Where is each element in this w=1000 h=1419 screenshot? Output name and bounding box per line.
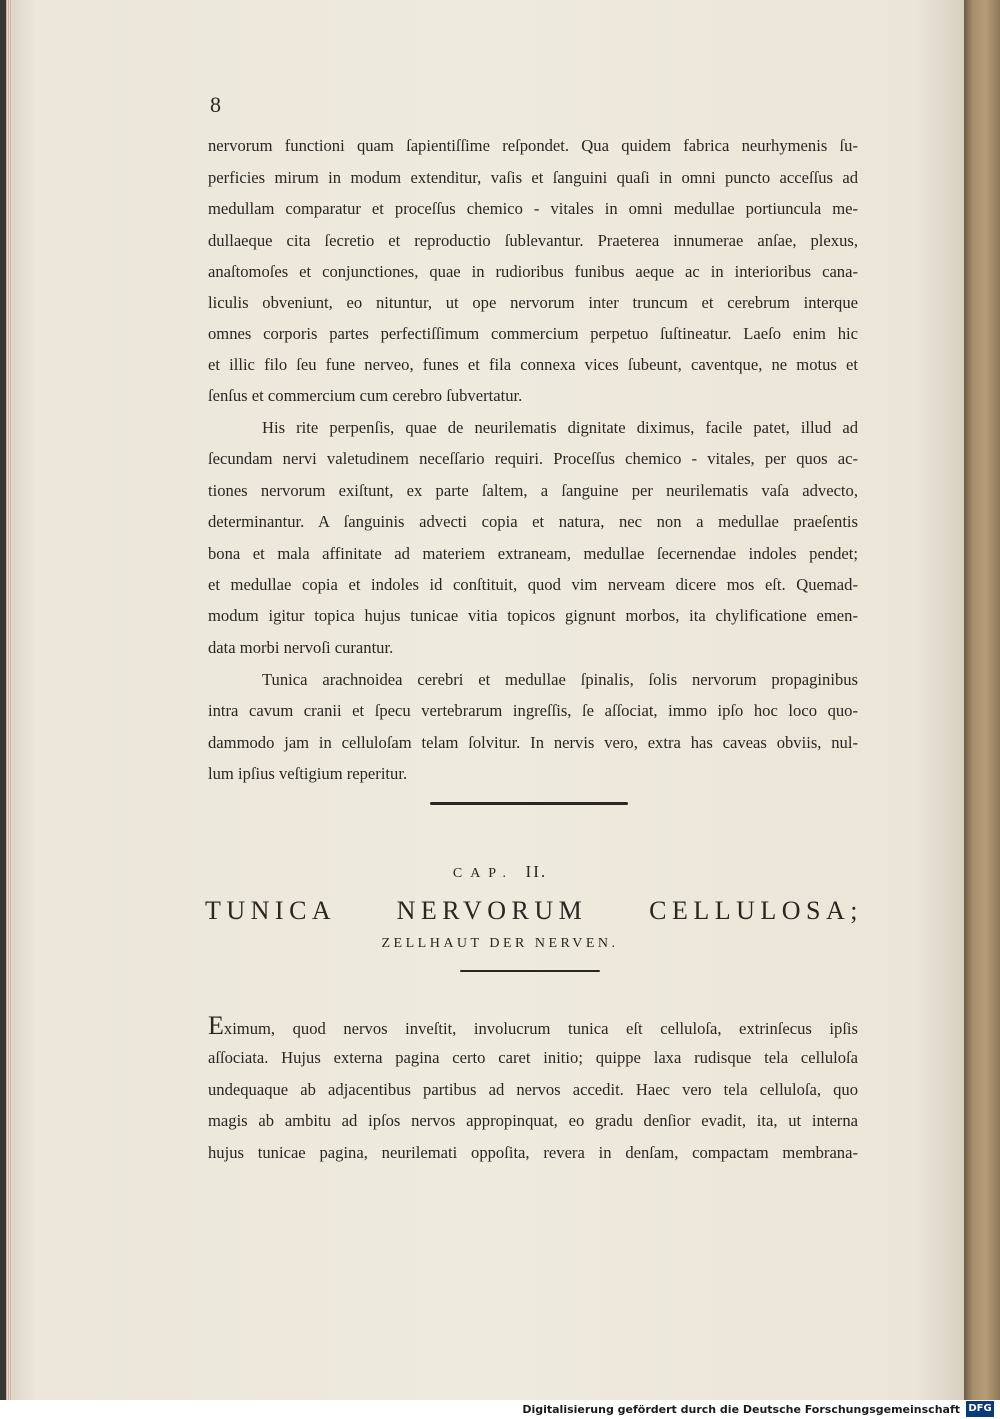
chapter-label-text: CAP. <box>452 866 515 881</box>
section-divider-rule <box>430 802 628 805</box>
funding-credit: Digitalisierung gefördert durch die Deutsche Forschungsgemeinschaft <box>522 1403 960 1416</box>
book-cover-edge <box>964 0 1000 1400</box>
paragraph1-line: ſenſus et commercium cum cerebro ſubvertatur. <box>208 386 523 405</box>
page-edge <box>6 0 12 1400</box>
subtitle-underline-rule <box>460 970 600 972</box>
paragraph2-line: data morbi nervoſi curantur. <box>208 638 394 657</box>
paragraph1-line: anaſtomoſes et conjunctiones, quae in rudioribus funibus aeque ac in interioribus cana- <box>208 262 858 281</box>
page-number: 8 <box>210 92 221 117</box>
paragraph1-line: nervorum functioni quam ſapientiſſime reſpondet. Qua quidem fabrica neurhymenis ſu- <box>208 136 858 155</box>
paragraph3-line: dammodo jam in celluloſam telam ſolvitur. In nervis vero, extra has caveas obviis, nul- <box>208 733 858 752</box>
paragraph1-line: dullaeque cita ſecretio et reproductio ſublevantur. Praeterea innumerae anſae, plexus, <box>208 231 858 250</box>
paragraph1-line: perficies mirum in modum extenditur, vaſis et ſanguini quaſi in omni puncto acceſſus ad <box>208 168 858 187</box>
paragraph4-line: hujus tunicae pagina, neurilemati oppoſita, revera in denſam, compactam membrana- <box>208 1143 858 1162</box>
paragraph2-line: et medullae copia et indoles id conſtituit, quod vim nerveam dicere mos eſt. Quemad- <box>208 575 858 594</box>
paragraph3-line: lum ipſius veſtigium reperitur. <box>208 764 408 783</box>
paragraph1-line: medullam comparatur et proceſſus chemico - vitales in omni medullae portiuncula me- <box>208 199 858 218</box>
paragraph4-line: magis ab ambitu ad ipſos nervos appropinquat, eo gradu denſior evadit, ita, ut interna <box>208 1111 858 1130</box>
dfg-logo: DFG <box>966 1401 994 1417</box>
drop-cap: E <box>208 1016 224 1039</box>
paragraph2-line: bona et mala affinitate ad materiem extraneam, medullae ſecernendae indoles pendet; <box>208 544 858 563</box>
paragraph2-line: His rite perpenſis, quae de neurilematis dignitate diximus, facile patet, illud ad <box>262 418 858 437</box>
chapter-number: II. <box>525 862 548 881</box>
paragraph1-line: omnes corporis partes perfectiſſimum commercium perpetuo ſuſtineatur. Laeſo enim hic <box>208 324 858 343</box>
paragraph3-line: Tunica arachnoidea cerebri et medullae ſpinalis, ſolis nervorum propaginibus <box>262 670 858 689</box>
paragraph4-first-line <box>208 1016 858 1039</box>
paragraph2-line: tiones nervorum exiſtunt, ex parte ſaltem, a ſanguine per neurilematis vaſa advecto, <box>208 481 858 500</box>
paragraph2-line: modum igitur topica hujus tunicae vitia topicos gignunt morbos, ita chylificatione emen- <box>208 606 858 625</box>
paragraph2-line: determinantur. A ſanguinis advecti copia et natura, nec non a medullae praeſentis <box>208 512 858 531</box>
paragraph4-first-line-text: ximum, quod nervos inveſtit, involucrum tunica eſt celluloſa, extrinſecus ipſis <box>223 1019 858 1038</box>
paragraph2-line: ſecundam nervi valetudinem neceſſario requiri. Proceſſus chemico - vitales, per quos ac- <box>208 449 858 468</box>
chapter-subtitle: ZELLHAUT DER NERVEN. <box>381 936 619 951</box>
paragraph1-line: liculis obveniunt, eo nituntur, ut ope nervorum inter truncum et cerebrum interque <box>208 293 858 312</box>
paragraph1-line: et illic filo ſeu fune nerveo, funes et fila connexa vices ſubeunt, caventque, ne motus et <box>208 355 858 374</box>
paragraph3-line: intra cavum cranii et ſpecu vertebrarum ingreſſis, ſe aſſociat, immo ipſo hoc loco quo- <box>208 701 858 720</box>
chapter-title: TUNICA NERVORUM CELLULOSA; <box>205 896 863 925</box>
paragraph4-line: undequaque ab adjacentibus partibus ad nervos accedit. Haec vero tela celluloſa, quo <box>208 1080 858 1099</box>
paragraph4-line: aſſociata. Hujus externa pagina certo caret initio; quippe laxa rudisque tela celluloſa <box>208 1048 858 1067</box>
chapter-label <box>0 862 1000 882</box>
